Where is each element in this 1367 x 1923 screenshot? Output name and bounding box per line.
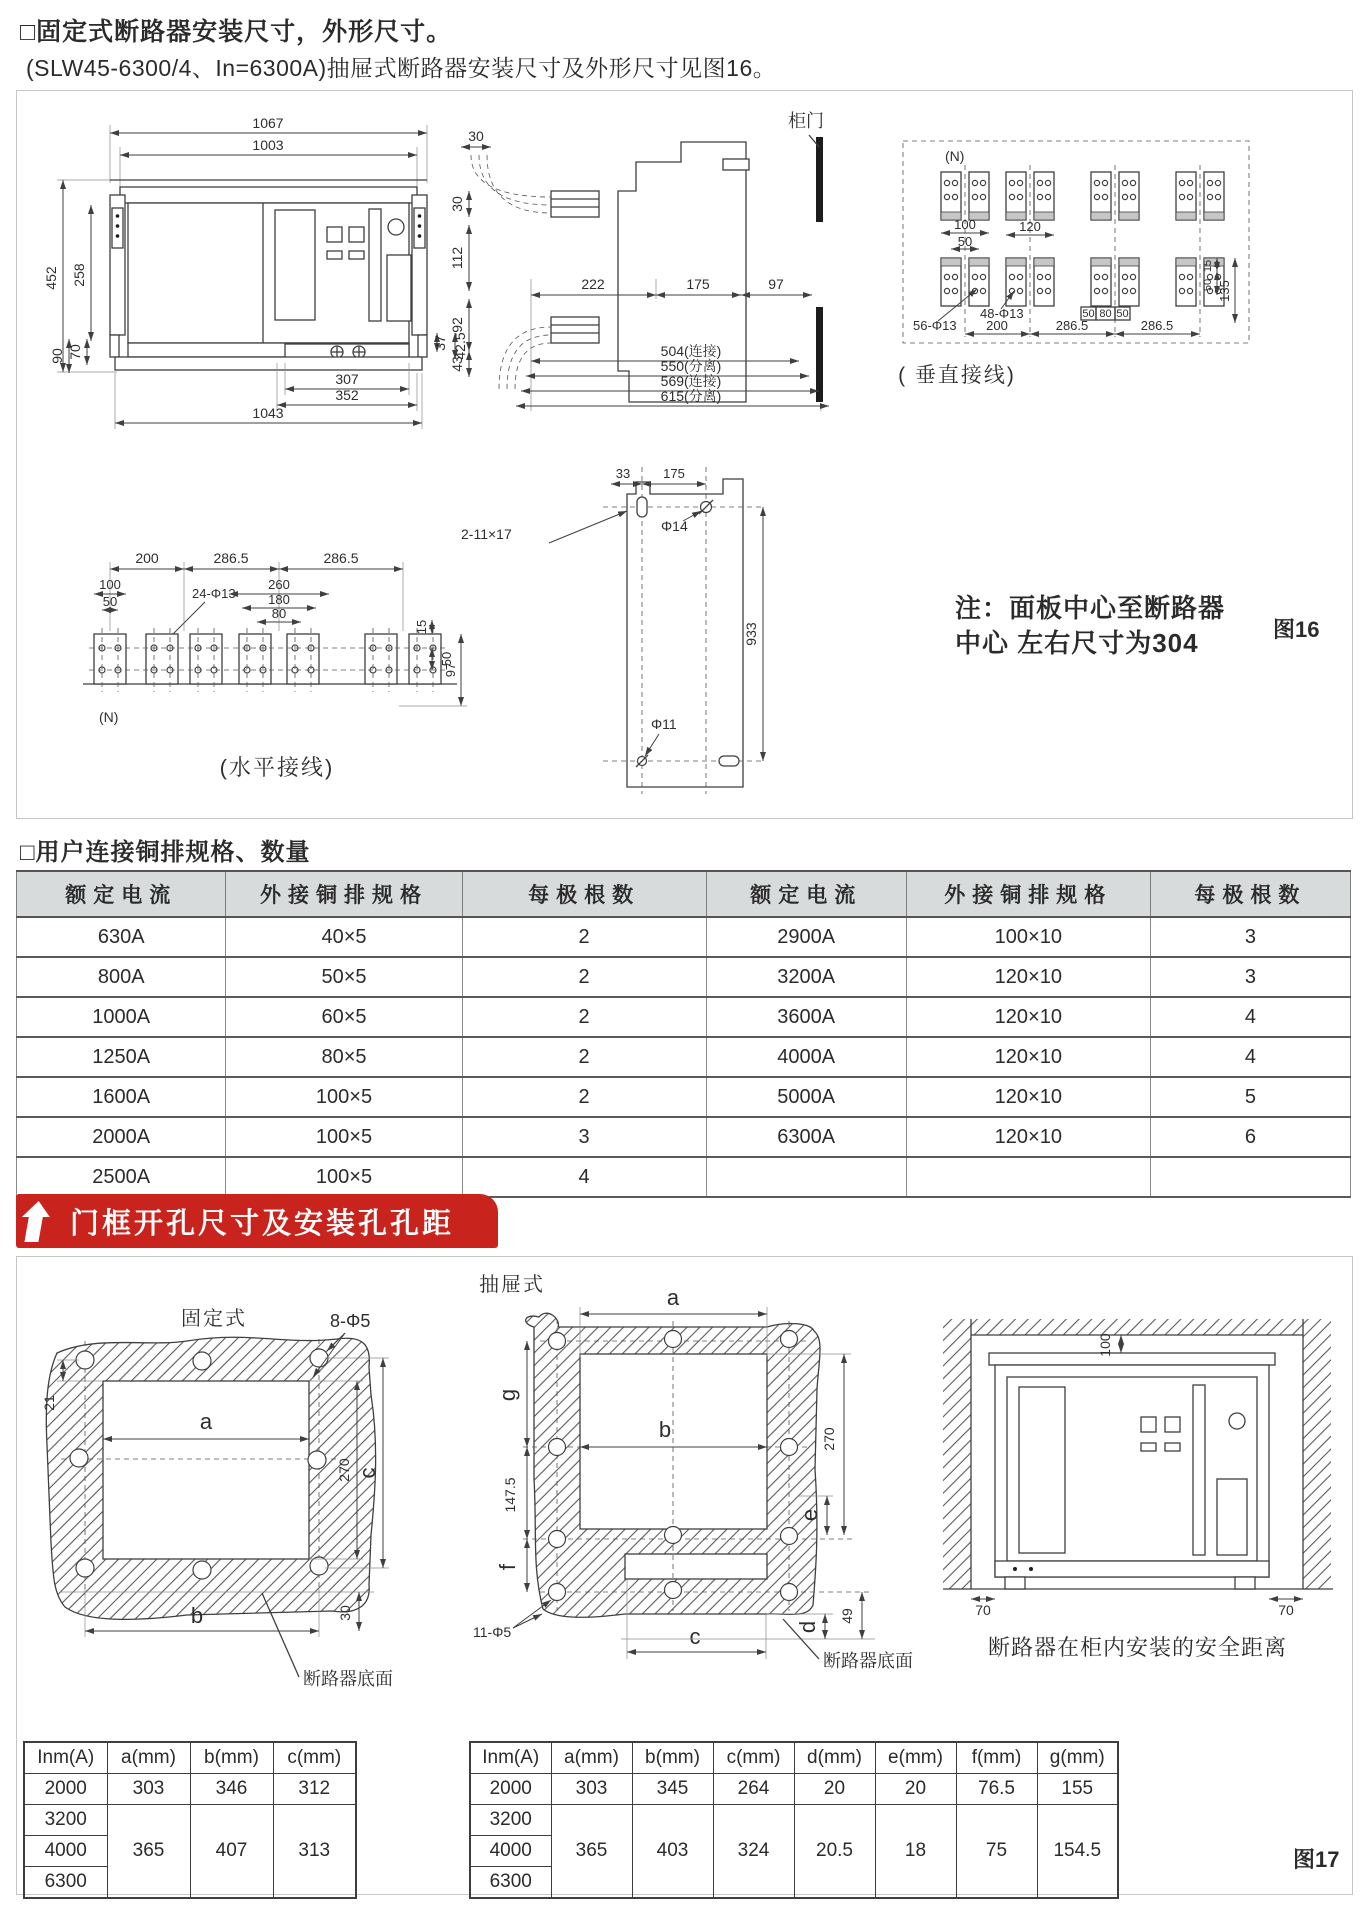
column-header: g(mm) bbox=[1037, 1742, 1118, 1774]
dim-label: 1043 bbox=[252, 405, 284, 421]
figure16-label: 图16 bbox=[1273, 617, 1320, 642]
vertical-wiring-caption: ( 垂直接线) bbox=[898, 364, 1016, 387]
table-cell: 2 bbox=[462, 917, 706, 957]
dim-label: 933 bbox=[743, 622, 759, 646]
busbars-row1 bbox=[941, 172, 1224, 220]
dim-label: f bbox=[495, 1563, 520, 1571]
table-cell: 18 bbox=[875, 1805, 956, 1899]
dim-label: 100 bbox=[954, 217, 976, 232]
banner-arrow-icon bbox=[22, 1199, 56, 1243]
drawer-title: 抽屉式 bbox=[479, 1274, 545, 1296]
table-cell: 630A bbox=[17, 917, 226, 957]
table-cell: 100×5 bbox=[226, 1077, 462, 1117]
dim-label: 200 bbox=[986, 318, 1008, 333]
table-row bbox=[470, 1774, 1118, 1805]
table-cell: 312 bbox=[273, 1774, 356, 1805]
table-cell: 365 bbox=[551, 1805, 632, 1899]
table-cell: 1250A bbox=[17, 1037, 226, 1077]
dim-label: 286.5 bbox=[1140, 318, 1174, 333]
table-cell: 3200 bbox=[24, 1805, 107, 1836]
slot-callout: 2-11×17 bbox=[461, 526, 512, 542]
table-cell: 407 bbox=[190, 1805, 273, 1899]
table-cell: 5000A bbox=[706, 1077, 906, 1117]
table-cell: 365 bbox=[107, 1805, 190, 1899]
holes-callout: 11-Φ5 bbox=[473, 1624, 512, 1640]
dim-label: 1003 bbox=[252, 137, 284, 153]
safety-distance-drawing bbox=[935, 1309, 1340, 1629]
column-header: 每极根数 bbox=[462, 871, 706, 917]
table-cell: 20.5 bbox=[794, 1805, 875, 1899]
table-cell: 2 bbox=[462, 957, 706, 997]
cabinet-door-bar bbox=[816, 137, 823, 222]
vertical-wiring-drawing bbox=[883, 137, 1255, 353]
table-cell: 120×10 bbox=[906, 1037, 1150, 1077]
table-cell: 3200A bbox=[706, 957, 906, 997]
dim-label: 120 bbox=[1019, 219, 1041, 234]
table-cell: 154.5 bbox=[1037, 1805, 1118, 1899]
figure17-panel bbox=[16, 1256, 1353, 1895]
dim-label: 70 bbox=[975, 1602, 991, 1618]
dim-label: 30 bbox=[468, 128, 484, 144]
dim-label: a bbox=[199, 1409, 213, 1434]
figure16-note bbox=[955, 591, 1295, 661]
table-cell: 20 bbox=[875, 1774, 956, 1805]
busbars-row2 bbox=[941, 258, 1224, 306]
dim-label: 175 bbox=[663, 466, 685, 481]
table-cell: 6 bbox=[1150, 1117, 1350, 1157]
dim-label: 286.5 bbox=[213, 550, 249, 566]
side-view-dims bbox=[449, 111, 829, 411]
table-cell: 1000A bbox=[17, 997, 226, 1037]
table-cell: 3 bbox=[1150, 917, 1350, 957]
table-cell: 4000A bbox=[706, 1037, 906, 1077]
dim-label: 100 bbox=[1097, 1333, 1113, 1357]
bottom-face-label: 断路器底面 bbox=[823, 1651, 913, 1671]
dim-label: b bbox=[190, 1603, 204, 1628]
table-cell: 6300A bbox=[706, 1117, 906, 1157]
dim-label: 97 bbox=[443, 662, 458, 678]
dim-label: 37 bbox=[432, 335, 448, 351]
dim-label: 504(连接) bbox=[660, 343, 722, 359]
table-cell: 1600A bbox=[17, 1077, 226, 1117]
page-subtitle: (SLW45-6300/4、In=6300A)抽屉式断路器安装尺寸及外形尺寸见图16。 bbox=[26, 55, 777, 81]
table-cell bbox=[706, 1157, 906, 1197]
horizontal-wiring-dims bbox=[94, 550, 403, 642]
table-header-row bbox=[17, 871, 1351, 917]
dim-label: 100 bbox=[99, 577, 121, 592]
column-header: f(mm) bbox=[956, 1742, 1037, 1774]
column-header: 额定电流 bbox=[706, 871, 906, 917]
fixed-type-drawing bbox=[27, 1293, 415, 1725]
column-header: b(mm) bbox=[632, 1742, 713, 1774]
dim-label: 80 bbox=[271, 606, 287, 621]
dim-label: 352 bbox=[335, 387, 359, 403]
table-cell: 800A bbox=[17, 957, 226, 997]
dim-label: 70 bbox=[67, 344, 83, 360]
section-banner bbox=[16, 1194, 498, 1248]
table-cell: 40×5 bbox=[226, 917, 462, 957]
dim-label: 286.5 bbox=[323, 550, 359, 566]
dim-label: 307 bbox=[335, 371, 359, 387]
table-row bbox=[17, 1157, 1351, 1197]
table-cell: 120×10 bbox=[906, 997, 1150, 1037]
table-cell: 4 bbox=[462, 1157, 706, 1197]
note-line2: 中心 左右尺寸为304 bbox=[955, 628, 1199, 659]
fixed-title: 固定式 bbox=[181, 1308, 247, 1330]
dim-label: 135 bbox=[1217, 280, 1232, 302]
figure17-label: 图17 bbox=[1293, 1847, 1340, 1872]
horizontal-busbars bbox=[83, 628, 457, 692]
table-cell: 4000 bbox=[24, 1836, 107, 1867]
fixed-plate bbox=[46, 1337, 375, 1619]
column-header: c(mm) bbox=[273, 1742, 356, 1774]
banner-title: 门框开孔尺寸及安装孔孔距 bbox=[70, 1207, 455, 1240]
dim-label: 260 bbox=[268, 577, 290, 592]
mounting-plate-drawing bbox=[453, 449, 818, 801]
table-cell: 313 bbox=[273, 1805, 356, 1899]
dim-label: c bbox=[355, 1467, 380, 1479]
table-cell: 76.5 bbox=[956, 1774, 1037, 1805]
table-cell: 346 bbox=[190, 1774, 273, 1805]
column-header: 外接铜排规格 bbox=[906, 871, 1150, 917]
note-line1: 注：面板中心至断路器 bbox=[955, 593, 1226, 623]
table-row bbox=[17, 997, 1351, 1037]
mounting-plate-body bbox=[603, 467, 765, 794]
table-cell: 100×5 bbox=[226, 1157, 462, 1197]
horizontal-wiring-drawing bbox=[55, 546, 471, 746]
table-row bbox=[17, 1037, 1351, 1077]
dim-label: 49 bbox=[839, 1608, 855, 1624]
bottom-face-label: 断路器底面 bbox=[303, 1669, 393, 1689]
table-cell: 2 bbox=[462, 997, 706, 1037]
table-row bbox=[24, 1805, 356, 1836]
dim-label: e bbox=[797, 1508, 822, 1522]
column-header: c(mm) bbox=[713, 1742, 794, 1774]
table-cell: 6300 bbox=[470, 1867, 551, 1899]
table-cell: 3 bbox=[1150, 957, 1350, 997]
dim-label: 70 bbox=[1278, 1602, 1294, 1618]
table-cell: 2500A bbox=[17, 1157, 226, 1197]
drawer-plate bbox=[523, 1313, 873, 1617]
table-row bbox=[17, 957, 1351, 997]
table-row bbox=[17, 1117, 1351, 1157]
dim-label: 112 bbox=[449, 246, 465, 270]
dim-label: 42.5 bbox=[452, 332, 468, 360]
mounting-plate-dims bbox=[461, 466, 763, 761]
hole-callout: 56-Φ13 bbox=[913, 318, 957, 333]
dim-label: 1067 bbox=[252, 115, 284, 131]
table-cell: 4000 bbox=[470, 1836, 551, 1867]
dim-label: 90 bbox=[49, 348, 65, 364]
neutral-label: (N) bbox=[945, 148, 965, 164]
table-cell: 3200 bbox=[470, 1805, 551, 1836]
page-title: □固定式断路器安装尺寸，外形尺寸。 bbox=[20, 18, 453, 46]
dim-label: 30 bbox=[449, 196, 465, 212]
dim-label: 270 bbox=[336, 1458, 352, 1482]
dim-label: b bbox=[658, 1417, 672, 1442]
dim-label: 92 bbox=[449, 317, 465, 333]
table-header-row bbox=[470, 1742, 1118, 1774]
dim-label: 80 bbox=[1099, 308, 1112, 320]
dim-label: 15 bbox=[414, 619, 429, 635]
table-cell: 303 bbox=[551, 1774, 632, 1805]
dim-label: 50 bbox=[1202, 278, 1214, 292]
busbar-section-title: □用户连接铜排规格、数量 bbox=[20, 839, 311, 866]
dim-label: g bbox=[495, 1388, 520, 1402]
dim-label: 33 bbox=[615, 466, 631, 481]
column-header: a(mm) bbox=[107, 1742, 190, 1774]
column-header: 外接铜排规格 bbox=[226, 871, 462, 917]
dim-label: 452 bbox=[43, 266, 59, 290]
table-cell: 324 bbox=[713, 1805, 794, 1899]
column-header: a(mm) bbox=[551, 1742, 632, 1774]
safety-caption: 断路器在柜内安装的安全距离 bbox=[987, 1635, 1287, 1660]
dim-label: c bbox=[689, 1624, 701, 1649]
dim-label: 30 bbox=[337, 1605, 353, 1621]
busbar-table bbox=[16, 870, 1351, 1198]
holes-callout: 8-Φ5 bbox=[330, 1311, 371, 1331]
horizontal-wiring-caption: (水平接线) bbox=[219, 755, 335, 780]
front-view-body bbox=[110, 180, 427, 370]
dim-label: 258 bbox=[71, 263, 87, 287]
table-cell: 403 bbox=[632, 1805, 713, 1899]
table-row bbox=[24, 1774, 356, 1805]
table-row bbox=[17, 917, 1351, 957]
hole-callout: Φ14 bbox=[661, 518, 688, 534]
dim-label: 550(分离) bbox=[660, 358, 722, 374]
drawer-dim-table bbox=[469, 1741, 1119, 1899]
table-cell: 120×10 bbox=[906, 1077, 1150, 1117]
table-row bbox=[17, 1077, 1351, 1117]
table-cell: 50×5 bbox=[226, 957, 462, 997]
table-cell: 100×5 bbox=[226, 1117, 462, 1157]
drawer-type-drawing bbox=[415, 1267, 920, 1712]
dim-label: 21 bbox=[41, 1395, 57, 1411]
side-view-body bbox=[471, 135, 823, 402]
dim-label: 286.5 bbox=[1055, 318, 1089, 333]
fixed-dim-table bbox=[23, 1741, 357, 1899]
table-row bbox=[470, 1805, 1118, 1836]
dim-label: 615(分离) bbox=[660, 388, 722, 404]
table-cell: 4 bbox=[1150, 1037, 1350, 1077]
column-header: Inm(A) bbox=[24, 1742, 107, 1774]
table-cell: 303 bbox=[107, 1774, 190, 1805]
column-header: b(mm) bbox=[190, 1742, 273, 1774]
table-cell: 2 bbox=[462, 1037, 706, 1077]
table-cell: 264 bbox=[713, 1774, 794, 1805]
dim-label: 50 bbox=[439, 651, 454, 667]
table-cell: 120×10 bbox=[906, 957, 1150, 997]
table-cell: 120×10 bbox=[906, 1117, 1150, 1157]
dim-label: d bbox=[795, 1620, 820, 1634]
hole-callout: 48-Φ13 bbox=[980, 306, 1024, 321]
dim-label: 50 bbox=[1082, 308, 1095, 320]
column-header: e(mm) bbox=[875, 1742, 956, 1774]
table-cell: 6300 bbox=[24, 1867, 107, 1899]
column-header: Inm(A) bbox=[470, 1742, 551, 1774]
hole-callout: Φ11 bbox=[651, 716, 677, 732]
neutral-label: (N) bbox=[99, 709, 119, 725]
dim-label: 270 bbox=[821, 1427, 837, 1451]
table-cell: 75 bbox=[956, 1805, 1037, 1899]
table-header-row bbox=[24, 1742, 356, 1774]
table-cell: 2000A bbox=[17, 1117, 226, 1157]
breaker-in-cabinet bbox=[989, 1353, 1275, 1589]
door-label: 柜门 bbox=[788, 111, 824, 131]
front-view-drawing bbox=[25, 105, 472, 453]
table-cell: 4 bbox=[1150, 997, 1350, 1037]
table-cell: 2 bbox=[462, 1077, 706, 1117]
side-view-drawing bbox=[441, 99, 869, 447]
table-cell bbox=[906, 1157, 1150, 1197]
dim-label: 15 bbox=[1202, 259, 1214, 273]
dim-label: a bbox=[666, 1285, 680, 1310]
table-cell: 60×5 bbox=[226, 997, 462, 1037]
hole-callout: 24-Φ13 bbox=[192, 586, 236, 601]
dim-label: 50 bbox=[102, 594, 118, 609]
table-cell: 155 bbox=[1037, 1774, 1118, 1805]
column-header: 额定电流 bbox=[17, 871, 226, 917]
column-header: 每极根数 bbox=[1150, 871, 1350, 917]
table-cell: 2900A bbox=[706, 917, 906, 957]
dim-label: 200 bbox=[135, 550, 159, 566]
dim-label: 180 bbox=[268, 592, 290, 607]
figure16-panel bbox=[16, 90, 1353, 819]
table-cell: 345 bbox=[632, 1774, 713, 1805]
dim-label: 43 bbox=[449, 356, 465, 372]
table-cell: 80×5 bbox=[226, 1037, 462, 1077]
table-cell bbox=[1150, 1157, 1350, 1197]
table-cell: 100×10 bbox=[906, 917, 1150, 957]
table-cell: 2000 bbox=[24, 1774, 107, 1805]
dim-label: 569(连接) bbox=[660, 373, 722, 389]
dim-label: 175 bbox=[686, 276, 710, 292]
dim-label: 147.5 bbox=[502, 1477, 518, 1513]
table-cell: 20 bbox=[794, 1774, 875, 1805]
dim-label: 50 bbox=[1116, 308, 1129, 320]
dim-label: 97 bbox=[768, 276, 784, 292]
table-cell: 3600A bbox=[706, 997, 906, 1037]
table-cell: 2000 bbox=[470, 1774, 551, 1805]
table-cell: 5 bbox=[1150, 1077, 1350, 1117]
column-header: d(mm) bbox=[794, 1742, 875, 1774]
dim-label: 222 bbox=[581, 276, 605, 292]
table-cell: 3 bbox=[462, 1117, 706, 1157]
dim-label: 50 bbox=[957, 234, 973, 249]
